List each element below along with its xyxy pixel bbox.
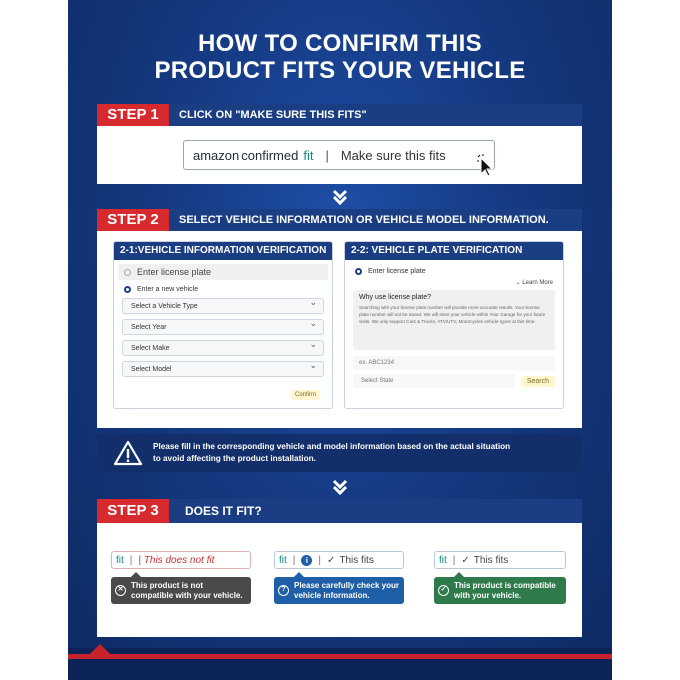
check-info-tooltip <box>274 577 404 604</box>
step3-bar <box>97 499 582 523</box>
separator: | <box>325 147 329 163</box>
compatible-tooltip <box>434 577 566 604</box>
state-select[interactable]: Select State <box>353 374 515 388</box>
headline-line-2: PRODUCT FITS YOUR VEHICLE <box>154 57 526 84</box>
mouse-pointer-icon <box>477 154 497 178</box>
vehicle-type-select[interactable]: Select a Vehicle Type ⌄ <box>122 298 324 314</box>
plate-input[interactable]: ex. ABC1234 <box>353 356 555 370</box>
result-not-fit <box>111 551 251 604</box>
red-accent-triangle <box>90 644 110 654</box>
radio-icon[interactable] <box>124 269 131 276</box>
info-icon[interactable]: i <box>301 555 312 566</box>
notice-line-2: to avoid affecting the product installation. <box>153 454 316 463</box>
fit-text: fit <box>303 147 314 163</box>
new-vehicle-label: Enter a new vehicle <box>137 286 199 293</box>
why-plate-box <box>353 290 555 350</box>
step2-bar <box>97 209 582 231</box>
step1-bar <box>97 104 582 126</box>
check-msg-2: vehicle information. <box>294 590 370 600</box>
radio-selected-icon[interactable] <box>355 268 362 275</box>
fit-status-pill: fit | ✓ This fits <box>434 551 566 569</box>
bottom-strip <box>68 648 612 680</box>
vehicle-info-panel <box>113 241 333 409</box>
compatible-msg-1: This product is compatible <box>454 581 556 590</box>
confirmed-text: confirmed <box>241 147 299 163</box>
make-sure-fits-link[interactable]: Make sure this fits <box>340 147 446 163</box>
vehicle-info-heading: 2-1:VEHICLE INFORMATION VERIFICATION <box>114 242 332 260</box>
headline-line-1: HOW TO CONFIRM THIS <box>198 30 482 57</box>
enter-plate-option[interactable] <box>118 264 328 280</box>
make-select[interactable]: Select Make ⌄ <box>122 340 324 356</box>
step3-card <box>97 523 582 637</box>
fit-status-pill: fit | | This does not fit <box>111 551 251 569</box>
fits-text: This fits <box>339 554 374 566</box>
result-compatible <box>434 551 566 604</box>
check-circle-icon: ✓ <box>438 585 449 596</box>
fits-text: This fits <box>473 554 509 566</box>
new-vehicle-option[interactable] <box>124 286 332 293</box>
search-button[interactable]: Search <box>521 376 555 387</box>
state-row <box>353 374 555 388</box>
notice-banner <box>97 434 582 472</box>
not-fit-tooltip <box>111 577 251 604</box>
notice-text <box>153 441 510 465</box>
arrow-down-icon <box>330 188 350 208</box>
step3-tag: STEP 3 <box>97 499 169 523</box>
model-select[interactable]: Select Model ⌄ <box>122 361 324 377</box>
learn-more-link[interactable]: ⌄ Learn More <box>515 280 553 286</box>
step2-tag: STEP 2 <box>97 209 169 231</box>
not-fit-msg-1: This product is not <box>131 581 203 590</box>
x-circle-icon: ✕ <box>115 585 126 596</box>
year-select[interactable]: Select Year ⌄ <box>122 319 324 335</box>
infographic-panel <box>68 0 612 680</box>
plate-info-panel <box>344 241 564 409</box>
compatible-msg-2: with your vehicle. <box>454 590 522 600</box>
arrow-down-icon <box>330 478 350 498</box>
fit-label: fit <box>116 554 124 566</box>
confirm-button[interactable]: Confirm <box>291 390 320 400</box>
check-icon: ✓ <box>461 554 470 566</box>
fit-status-pill: fit | i | ✓ This fits <box>274 551 404 569</box>
why-plate-body: Searching with your license plate number will provide more accurate results. Your license plate number will not be saved. We will store your vehicle within Your Garage for your future visits. We only support Cars & Trucks, ATV/UTV, Motorcycles vehicle types at this time. <box>359 305 546 324</box>
fit-label: fit <box>279 554 287 566</box>
step2-title: SELECT VEHICLE INFORMATION OR VEHICLE MODEL INFORMATION. <box>179 214 549 226</box>
step3-title: DOES IT FIT? <box>185 504 262 518</box>
step1-title: CLICK ON "MAKE SURE THIS FITS" <box>179 109 367 121</box>
headline <box>68 30 612 84</box>
step1-tag: STEP 1 <box>97 104 169 126</box>
notice-line-1: Please fill in the corresponding vehicle and model information based on the actual situation <box>153 442 511 451</box>
plate-option[interactable] <box>355 268 563 275</box>
plate-info-heading: 2-2: VEHICLE PLATE VERIFICATION <box>345 242 563 260</box>
not-fit-status: | This does not fit <box>138 554 215 566</box>
not-fit-text: This does not fit <box>143 554 215 566</box>
step2-card <box>97 231 582 428</box>
step1-card <box>97 126 582 184</box>
fit-label: fit <box>439 554 447 566</box>
check-msg-1: Please carefully check your <box>294 581 399 590</box>
why-plate-title: Why use license plate? <box>359 294 431 301</box>
plate-option-label: Enter license plate <box>368 268 426 275</box>
check-icon: ✓ <box>327 554 336 566</box>
question-circle-icon: ? <box>278 585 289 596</box>
enter-plate-label: Enter license plate <box>137 267 212 277</box>
amazon-logo-text: amazon <box>193 147 240 163</box>
radio-selected-icon[interactable] <box>124 286 131 293</box>
red-accent-line <box>68 654 612 659</box>
result-check-info <box>274 551 404 604</box>
warning-icon <box>113 440 143 466</box>
make-sure-fits-widget[interactable] <box>183 140 495 170</box>
not-fit-msg-2: compatible with your vehicle. <box>131 590 243 600</box>
